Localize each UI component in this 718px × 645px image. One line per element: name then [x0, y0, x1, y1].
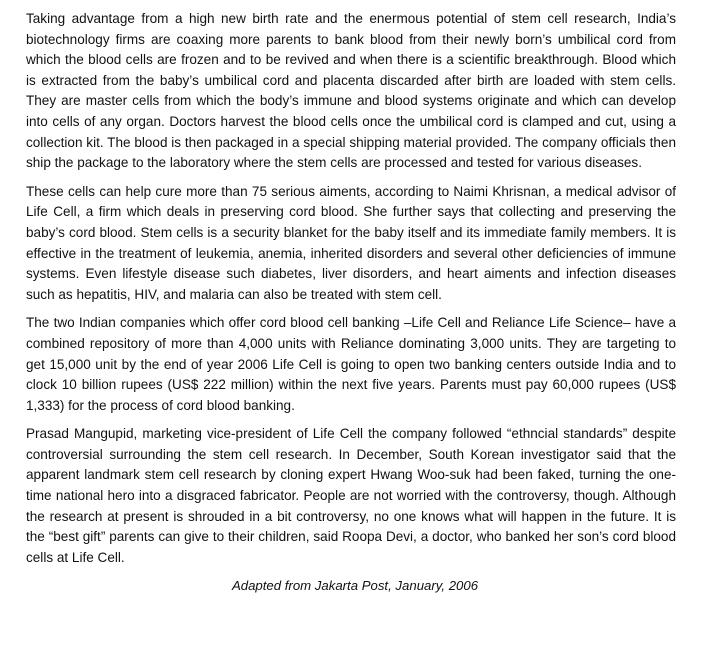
paragraph-2: These cells can help cure more than 75 serious aiments, according to Naimi Khrisnan, a medical advisor of Life Cell, a firm which deals in preserving cord blood. She further says that collecting and preserving the baby’s cord blood. Stem cells is a security blanket for the baby itself and its immediate family members. It is effective in the treatment of leukemia, anemia, inherited disorders and several other deficiencies of immune systems. Even lifestyle disease such diabetes, liver disorders, and heart aiments and infection diseases such as hepatitis, HIV, and malaria can also be treated with stem cell. — [26, 183, 676, 302]
paragraph-4: Prasad Mangupid, marketing vice-president of Life Cell the company followed “ethncial standards” despite controversial surrounding the stem cell research. In December, South Korean investigator said that the apparent landmark stem cell research by cloning expert Hwang Woo-suk had been faked, turning the one-time national hero into a disgraced fabricator. People are not worried with the controversy, though. Although the research at present is shrouded in a bit controversy, no one knows what will happen in the future. It is the “best gift” parents can give to their children, said Roopa Devi, a doctor, who banked her son’s cord blood cells at Life Cell. — [26, 426, 676, 565]
source-citation: Adapted from Jakarta Post, January, 2006 — [231, 578, 479, 594]
article — [26, 9, 676, 596]
paragraph-3: The two Indian companies which offer cord blood cell banking –Life Cell and Reliance Life Science– have a combined repository of more than 4,000 units with Reliance dominating 3,000 units. They are targeting to get 15,000 unit by the end of year 2006 Life Cell is going to open two banking centers outside India and to clock 10 billion rupees (US$ 222 million) within the next five years. Parents must pay 60,000 rupees (US$ 1,333) for the process of cord blood banking. — [26, 315, 676, 413]
paragraph-1: Taking advantage from a high new birth rate and the enermous potential of stem cell research, India’s biotechnology firms are coaxing more parents to bank blood from their newly born’s umbilical cord from which the blood cells are frozen and to be revived and when there is a scientific breakthrough. Blood which is extracted from the baby’s umbilical cord and placenta discarded after birth are loaded with stem cells. They are master cells from which the body’s immune and blood systems originate and which can develop into cells of any organ. Doctors harvest the blood cells once the umbilical cord is clamped and cut, using a collection kit. The blood is then packaged in a special shipping material provided. The company officials then ship the package to the laboratory where the stem cells are processed and tested for various diseases. — [26, 11, 676, 171]
